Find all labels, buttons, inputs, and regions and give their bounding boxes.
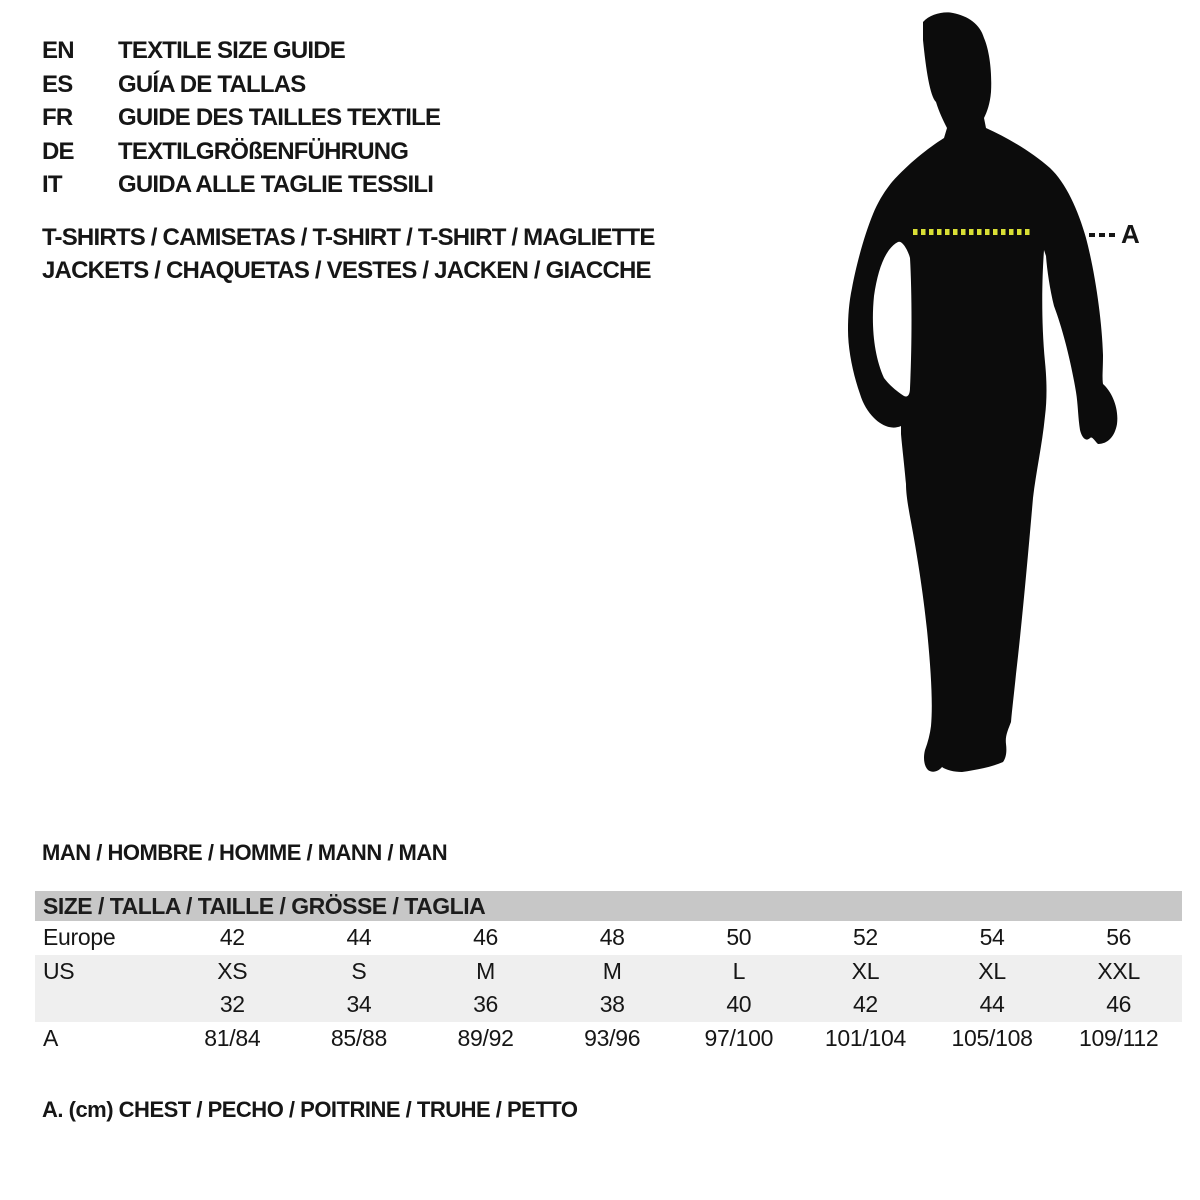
section-title-man: MAN / HOMBRE / HOMME / MANN / MAN — [42, 840, 448, 865]
lang-label-it: GUIDA ALLE TAGLIE TESSILI — [118, 171, 434, 198]
cell-us-8: XXL — [1097, 957, 1140, 984]
cell-a-6: 101/104 — [824, 1024, 906, 1051]
cell-alt-6: 42 — [852, 991, 878, 1017]
cell-us-5: L — [732, 957, 746, 984]
cell-europe-7: 54 — [979, 924, 1005, 950]
cell-alt-3: 36 — [473, 991, 499, 1017]
lang-code-es: ES — [42, 70, 73, 98]
lang-label-de: TEXTILGRÖßENFÜHRUNG — [118, 137, 409, 165]
cell-us-3: M — [476, 957, 495, 984]
lang-code-de: DE — [42, 137, 74, 165]
cell-alt-1: 32 — [219, 991, 245, 1017]
cell-europe-3: 46 — [473, 924, 499, 950]
table-row-chest-a — [35, 1022, 1182, 1056]
cell-a-4: 93/96 — [584, 1024, 641, 1051]
cell-alt-8: 46 — [1106, 991, 1132, 1017]
lang-code-fr: FR — [42, 104, 73, 131]
size-table — [35, 891, 1182, 1055]
cell-a-5: 97/100 — [704, 1024, 774, 1051]
man-silhouette-path — [848, 12, 1117, 772]
row-label-chest-a: A — [43, 1024, 59, 1051]
cell-us-2: S — [351, 957, 367, 984]
cell-us-6: XL — [851, 957, 880, 984]
cell-europe-1: 42 — [219, 924, 245, 950]
lang-code-it: IT — [42, 171, 62, 198]
cell-europe-2: 44 — [346, 924, 372, 950]
cell-a-1: 81/84 — [204, 1024, 261, 1051]
cell-europe-4: 48 — [599, 924, 625, 950]
category-line-tshirts: T-SHIRTS / CAMISETAS / T-SHIRT / T-SHIRT / MAGLIETTE — [42, 224, 655, 251]
lang-label-fr: GUIDE DES TAILLES TEXTILE — [118, 104, 441, 131]
lang-row-es — [42, 68, 440, 102]
language-title-block — [42, 34, 440, 202]
cell-a-7: 105/108 — [951, 1024, 1033, 1051]
table-row-europe — [35, 921, 1182, 955]
row-label-us: US — [43, 957, 75, 984]
cell-a-2: 85/88 — [330, 1024, 387, 1051]
cell-us-1: XS — [217, 957, 248, 984]
row-label-alt-sizes — [35, 988, 169, 1022]
cell-alt-7: 44 — [979, 991, 1005, 1017]
cell-alt-4: 38 — [599, 991, 625, 1017]
footnote-chest-legend: A. (cm) CHEST / PECHO / POITRINE / TRUHE / PETTO — [42, 1097, 578, 1122]
cell-us-7: XL — [978, 957, 1006, 984]
category-line-jackets: JACKETS / CHAQUETAS / VESTES / JACKEN / GIACCHE — [42, 257, 651, 284]
row-label-europe: Europe — [43, 924, 116, 950]
cell-alt-2: 34 — [346, 991, 372, 1017]
lang-row-fr — [42, 101, 440, 135]
cell-europe-8: 56 — [1106, 924, 1132, 950]
lang-label-es: GUÍA DE TALLAS — [118, 70, 306, 98]
lang-row-en — [42, 34, 440, 68]
man-silhouette-figure — [840, 10, 1130, 785]
chest-measure-dotted-line — [913, 229, 1033, 235]
cell-us-4: M — [602, 957, 622, 984]
table-row-alt-sizes — [35, 988, 1182, 1022]
lang-row-de — [42, 135, 440, 169]
man-silhouette-svg — [840, 10, 1130, 785]
cell-europe-5: 50 — [726, 924, 752, 950]
cell-alt-5: 40 — [726, 991, 752, 1017]
cell-a-8: 109/112 — [1079, 1024, 1159, 1051]
lang-row-it — [42, 168, 440, 202]
lang-label-en: TEXTILE SIZE GUIDE — [118, 37, 345, 64]
size-table-header: SIZE / TALLA / TAILLE / GRÖSSE / TAGLIA — [35, 891, 1182, 921]
category-title-block — [42, 221, 655, 287]
lang-code-en: EN — [42, 37, 74, 64]
measure-a-label: A — [1121, 219, 1140, 249]
cell-a-3: 89/92 — [457, 1024, 514, 1051]
cell-europe-6: 52 — [852, 924, 878, 950]
measure-a-dash-line — [1089, 233, 1118, 237]
table-row-us — [35, 955, 1182, 989]
